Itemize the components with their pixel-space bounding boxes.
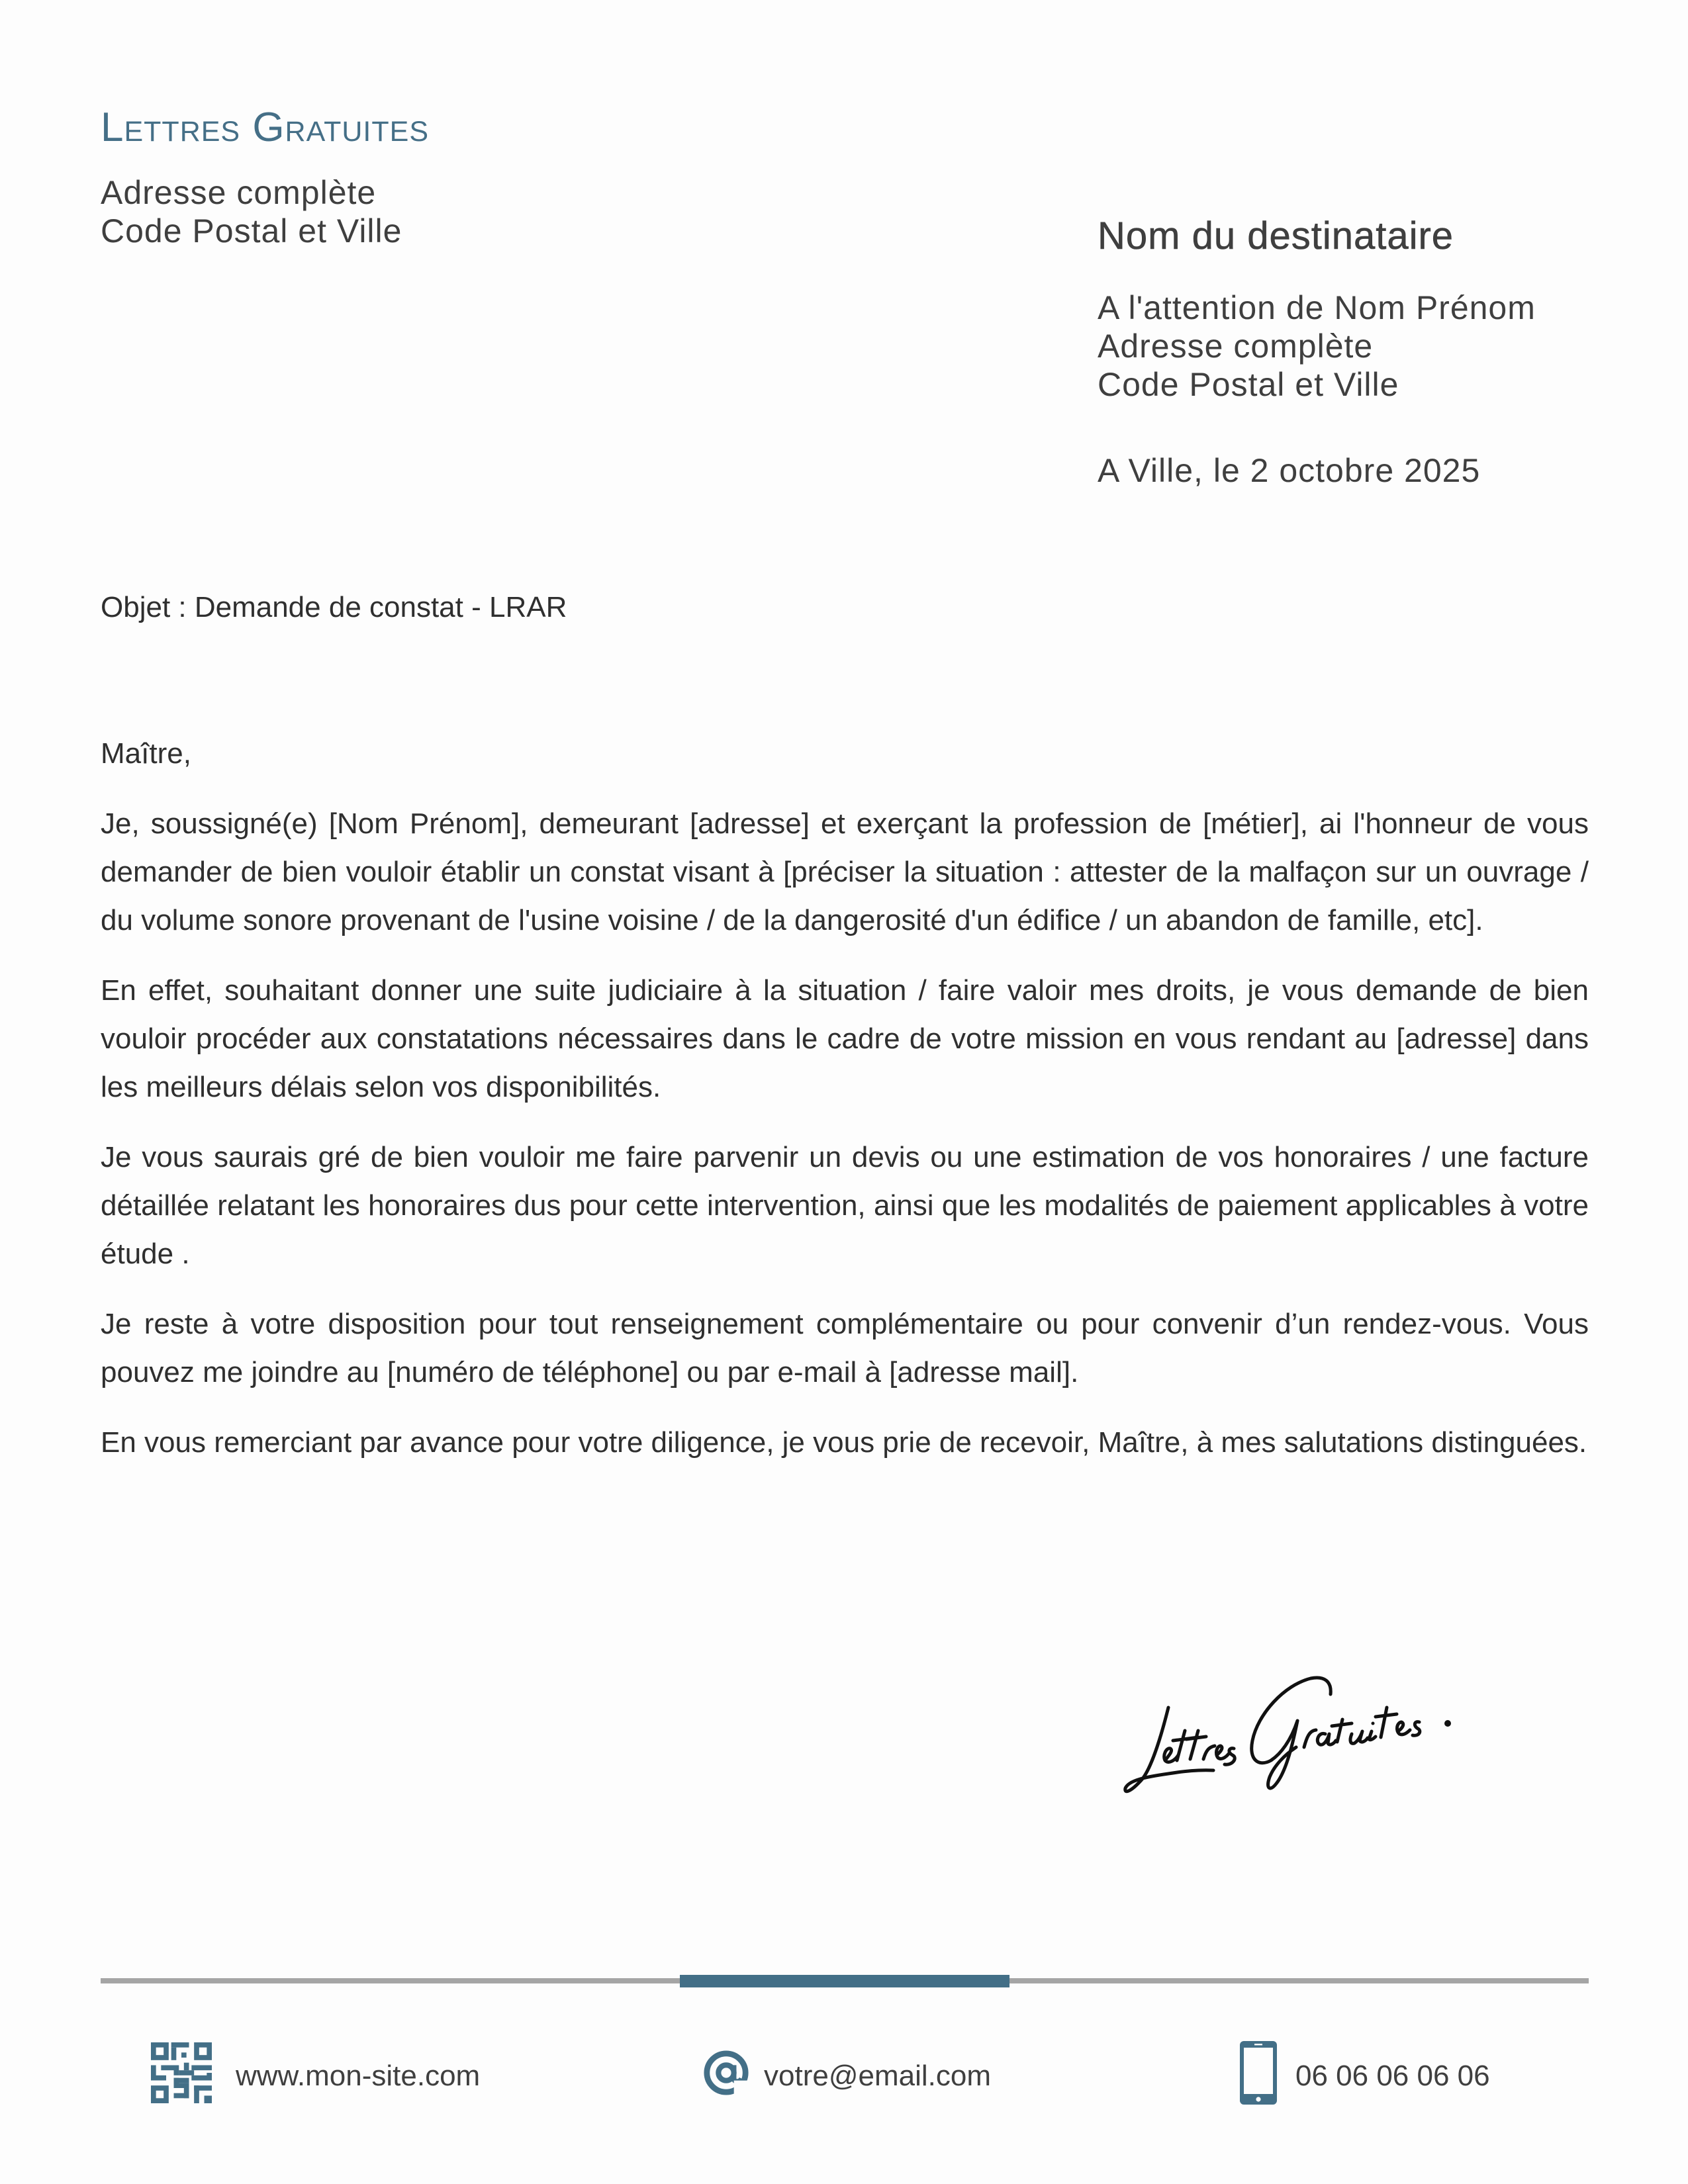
paragraph: Je, soussigné(e) [Nom Prénom], demeurant [adresse] et exerçant la profession de [métier], ai l'honneur de vous demander de bien vouloir établir un constat visant à [préciser la situation : attester de la malfaçon sur un ouvrage / du volume sonore provenant de l'usine voisine / de la dangerosité d'un édifice / un abandon de famille, etc]. [101,807,1589,936]
place-date: A Ville, le 2 octobre 2025 [1098,452,1481,489]
email-text: votre@email.com [764,2060,991,2092]
paragraph: Je vous saurais gré de bien vouloir me faire parvenir un devis ou une estimation de vos honoraires / une facture détaillée relatant les honoraires dus pour cette intervention, ainsi que les modalités de paiement applicables à votre étude . [101,1141,1589,1270]
letter-body [101,729,1589,1488]
footer-website [151,2046,480,2106]
recipient-name: Nom du destinataire [1098,214,1454,257]
at-sign-icon [703,2050,749,2103]
recipient-address [1098,289,1536,404]
qr-code-icon [151,2042,212,2111]
letter-subject: Objet : Demande de constat - LRAR [101,591,567,623]
paragraph: Je reste à votre disposition pour tout renseignement complémentaire ou pour convenir d’un rendez-vous. Vous pouvez me joindre au [numéro de téléphone] ou par e-mail à [adresse mail]. [101,1308,1589,1388]
signature-icon [1092,1641,1463,1800]
paragraph: En vous remerciant par avance pour votre diligence, je vous prie de recevoir, Maître, à mes salutations distinguées. [101,1426,1587,1459]
recipient-address-line1: Adresse complète [1098,328,1374,365]
footer-accent-bar [680,1975,1009,1987]
phone-text: 06 06 06 06 06 [1295,2060,1490,2092]
recipient-attention: A l'attention de Nom Prénom [1098,289,1536,326]
paragraph: En effet, souhaitant donner une suite judiciaire à la situation / faire valoir mes droits, je vous demande de bien vouloir procéder aux constatations nécessaires dans le cadre de votre mission en vous rendant au [adresse] dans les meilleurs délais selon vos disponibilités. [101,974,1589,1103]
footer-phone [1240,2046,1490,2106]
recipient-block [1098,213,1536,490]
footer-email [703,2046,991,2106]
sender-address-line2: Code Postal et Ville [101,212,402,250]
salutation: Maître, [101,737,191,770]
sender-address-line1: Adresse complète [101,174,377,211]
website-text: www.mon-site.com [236,2060,481,2092]
sender-address [101,173,402,250]
recipient-address-line2: Code Postal et Ville [1098,366,1399,403]
sender-brand: Lettres Gratuites [101,105,429,150]
signature [1092,1641,1463,1800]
smartphone-icon [1240,2041,1277,2112]
